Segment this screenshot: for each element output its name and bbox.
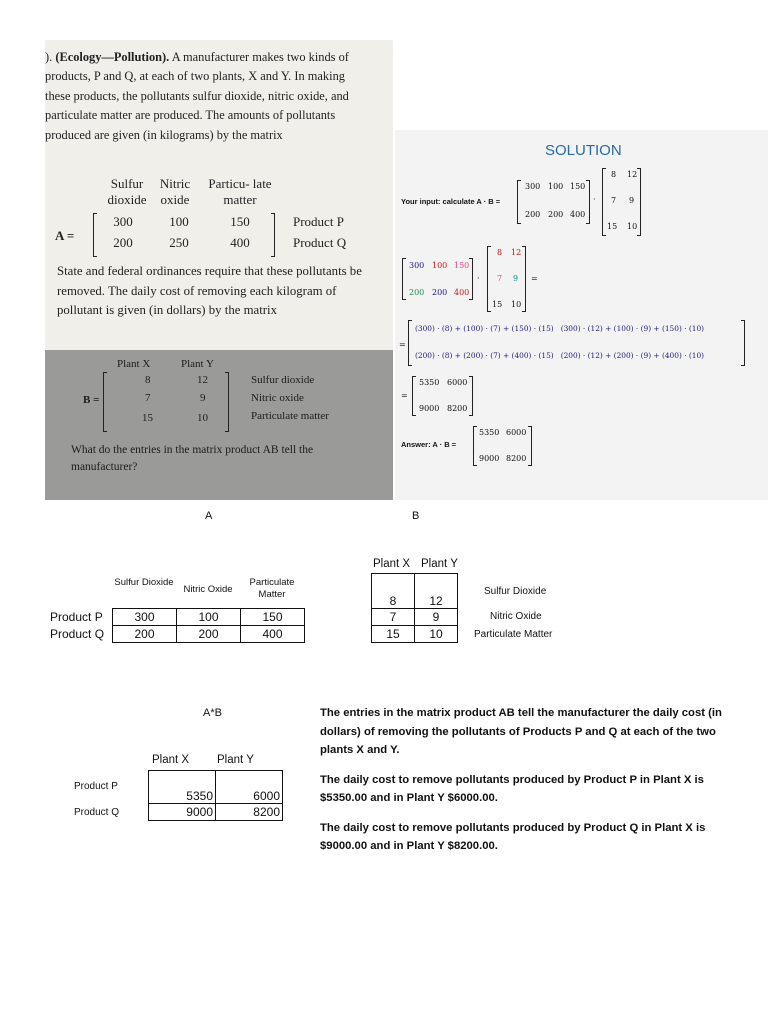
table-cell: 6000 <box>216 771 283 804</box>
matrix-a-header: Particu- late matter <box>208 176 272 207</box>
matrix-bracket-right <box>528 426 532 466</box>
table-b <box>371 573 458 643</box>
table-cell: 150 <box>241 609 305 626</box>
matrix-cell: 150 <box>454 261 470 270</box>
table-ab-header: Plant Y <box>217 754 254 766</box>
matrix-cell: 10 <box>511 300 522 309</box>
matrix-cell: 300 <box>113 214 133 229</box>
matrix-cell: 12 <box>511 248 522 257</box>
table-row <box>149 804 283 821</box>
table-cell: 9 <box>415 609 458 626</box>
solution-title: SOLUTION <box>545 142 622 159</box>
table-cell: 5350 <box>149 771 216 804</box>
matrix-row-label: Product P <box>293 214 344 229</box>
matrix-cell: 200 <box>113 235 133 250</box>
matrix-bracket-right <box>225 372 229 432</box>
matrix-cell: 400 <box>230 235 250 250</box>
matrix-cell: 7 <box>611 196 617 205</box>
matrix-bracket-left <box>487 246 491 312</box>
table-cell: 200 <box>177 626 241 643</box>
table-ab-row-label: Product P <box>74 781 118 792</box>
table-ab <box>148 770 283 821</box>
table-ab-row-label: Product Q <box>74 807 120 818</box>
matrix-cell: 8 <box>145 374 151 386</box>
table-cell: 100 <box>177 609 241 626</box>
equals-sign: = <box>531 274 538 283</box>
table-cell: 12 <box>415 574 458 609</box>
matrix-bracket-left <box>402 258 406 300</box>
matrix-cell: 200 <box>548 210 564 219</box>
dot-operator: · <box>593 195 596 204</box>
table-cell: 9000 <box>149 804 216 821</box>
matrix-a-label: A = <box>55 228 75 243</box>
caption-ab: A*B <box>203 707 222 719</box>
matrix-row-label: Nitric oxide <box>251 392 304 404</box>
table-row <box>372 609 458 626</box>
caption-a: A <box>205 510 213 522</box>
matrix-cell: 8 <box>611 170 617 179</box>
matrix-cell: 9 <box>629 196 635 205</box>
table-cell: 300 <box>113 609 177 626</box>
table-a-header: Sulfur Dioxide <box>114 577 174 588</box>
matrix-bracket-right <box>469 258 473 300</box>
matrix-bracket-left <box>103 372 107 432</box>
table-cell: 200 <box>113 626 177 643</box>
question-text: What do the entries in the matrix product AB tell the manufacturer? <box>71 444 314 473</box>
problem-number: ). <box>45 50 56 64</box>
table-a-header: Nitric Oxide <box>183 584 233 595</box>
matrix-row-label: Sulfur dioxide <box>251 374 315 386</box>
table-row <box>372 626 458 643</box>
matrix-cell: 12 <box>197 374 208 386</box>
problem-text <box>45 48 357 145</box>
result-cell: 6000 <box>447 378 468 387</box>
matrix-cell: 250 <box>169 235 189 250</box>
result-cell: 5350 <box>419 378 440 387</box>
matrix-cell: 400 <box>454 288 470 297</box>
matrix-cell: 12 <box>627 170 638 179</box>
matrix-cell: 7 <box>145 392 151 404</box>
matrix-cell: 100 <box>169 214 189 229</box>
matrix-bracket-left <box>412 376 416 416</box>
expanded-row: (300) · (8) + (100) · (7) + (150) · (15) (300) · (12) + (100) · (9) + (150) · (10) <box>415 324 705 333</box>
table-row <box>149 771 283 804</box>
ordinance-text: State and federal ordinances require that these pollutants be removed. The daily cost of removing each kilogram of pollutant is given (in dollars) by the matrix <box>57 264 362 317</box>
matrix-cell: 200 <box>525 210 541 219</box>
matrix-cell: 150 <box>230 214 250 229</box>
matrix-cell: 8 <box>497 248 503 257</box>
textbook-photo-lower <box>45 350 393 500</box>
matrix-bracket-left <box>602 168 606 236</box>
matrix-bracket-right <box>586 180 590 224</box>
table-row <box>113 626 305 643</box>
matrix-cell: 200 <box>409 288 425 297</box>
matrix-a-header: Sulfur dioxide <box>107 176 147 207</box>
matrix-cell: 15 <box>492 300 503 309</box>
table-b-header: Plant X <box>373 558 411 570</box>
solution-panel <box>395 130 768 500</box>
matrix-bracket-right <box>741 320 745 366</box>
expanded-row: (200) · (8) + (200) · (7) + (400) · (15) (200) · (12) + (200) · (9) + (400) · (10) <box>415 351 705 360</box>
matrix-bracket-left <box>473 426 477 466</box>
table-row <box>113 609 305 626</box>
table-cell: 8200 <box>216 804 283 821</box>
matrix-cell: 15 <box>607 222 618 231</box>
input-label: Your input: calculate A · B = <box>401 197 501 206</box>
table-cell: 400 <box>241 626 305 643</box>
table-ab-header: Plant X <box>152 754 190 766</box>
matrix-cell: 300 <box>409 261 425 270</box>
caption-b: B <box>412 510 420 522</box>
matrix-bracket-right <box>522 246 526 312</box>
explanation-paragraph: The daily cost to remove pollutants produced by Product Q in Plant X is $9000.00 and in Plant Y $8200.00. <box>320 821 706 852</box>
table-cell: 15 <box>372 626 415 643</box>
table-b-row-label: Nitric Oxide <box>490 611 542 622</box>
matrix-cell: 10 <box>627 222 638 231</box>
matrix-cell: 150 <box>570 182 586 191</box>
equals-sign: = <box>399 340 406 349</box>
matrix-cell: 9 <box>200 392 206 404</box>
explanation-paragraph: The daily cost to remove pollutants produced by Product P in Plant X is $5350.00 and in Plant Y $6000.00. <box>320 773 704 804</box>
table-a-header: Particulate Matter <box>249 577 295 600</box>
table-row <box>372 574 458 609</box>
matrix-cell: 15 <box>142 412 153 424</box>
dot-operator: · <box>477 274 480 283</box>
explanation-paragraph: The entries in the matrix product AB tell the manufacturer the daily cost (in dollars) of removing the pollutants of Products P and Q at each of the two plants X and Y. <box>320 707 722 756</box>
table-cell: 10 <box>415 626 458 643</box>
problem-body: A manufacturer makes two kinds of products, P and Q, at each of two plants, X and Y. In making these products, the pollutants sulfur dioxide, nitric oxide, and particulate matter are produced. The amounts of pollutants produced are given (in kilograms) by the matrix <box>45 50 349 142</box>
matrix-cell: 10 <box>197 412 208 424</box>
matrix-row-label: Particulate matter <box>251 410 329 422</box>
table-b-row-label: Sulfur Dioxide <box>484 586 547 597</box>
matrix-bracket-left <box>517 180 521 224</box>
matrix-bracket-right <box>637 168 641 236</box>
matrix-bracket-left <box>408 320 412 366</box>
table-b-row-label: Particulate Matter <box>474 629 553 640</box>
explanation <box>320 704 730 867</box>
matrix-cell: 7 <box>497 274 503 283</box>
result-cell: 9000 <box>419 404 440 413</box>
matrix-bracket-left <box>93 213 97 257</box>
table-a-row-label: Product P <box>50 610 103 624</box>
matrix-cell: 300 <box>525 182 541 191</box>
answer-label: Answer: A · B = <box>401 440 457 449</box>
matrix-b-header: Plant X <box>117 358 151 370</box>
problem-heading: (Ecology—Pollution). <box>55 50 170 64</box>
matrix-row-label: Product Q <box>293 235 347 250</box>
table-a <box>112 608 305 643</box>
answer-cell: 8200 <box>506 454 527 463</box>
matrix-cell: 200 <box>432 288 448 297</box>
matrix-cell: 100 <box>548 182 564 191</box>
answer-cell: 6000 <box>506 428 527 437</box>
matrix-cell: 100 <box>432 261 448 270</box>
matrix-b-label: B = <box>83 394 100 406</box>
table-a-row-label: Product Q <box>50 627 105 641</box>
matrix-cell: 9 <box>513 274 519 283</box>
equals-sign: = <box>401 391 408 400</box>
matrix-b-header: Plant Y <box>181 358 214 370</box>
answer-cell: 9000 <box>479 454 500 463</box>
answer-cell: 5350 <box>479 428 500 437</box>
table-cell: 8 <box>372 574 415 609</box>
result-cell: 8200 <box>447 404 468 413</box>
table-b-header: Plant Y <box>421 558 458 570</box>
textbook-photo <box>45 40 393 500</box>
matrix-a-header: Nitric oxide <box>159 176 191 207</box>
table-cell: 7 <box>372 609 415 626</box>
matrix-bracket-right <box>469 376 473 416</box>
matrix-cell: 400 <box>570 210 586 219</box>
matrix-bracket-right <box>271 213 275 257</box>
